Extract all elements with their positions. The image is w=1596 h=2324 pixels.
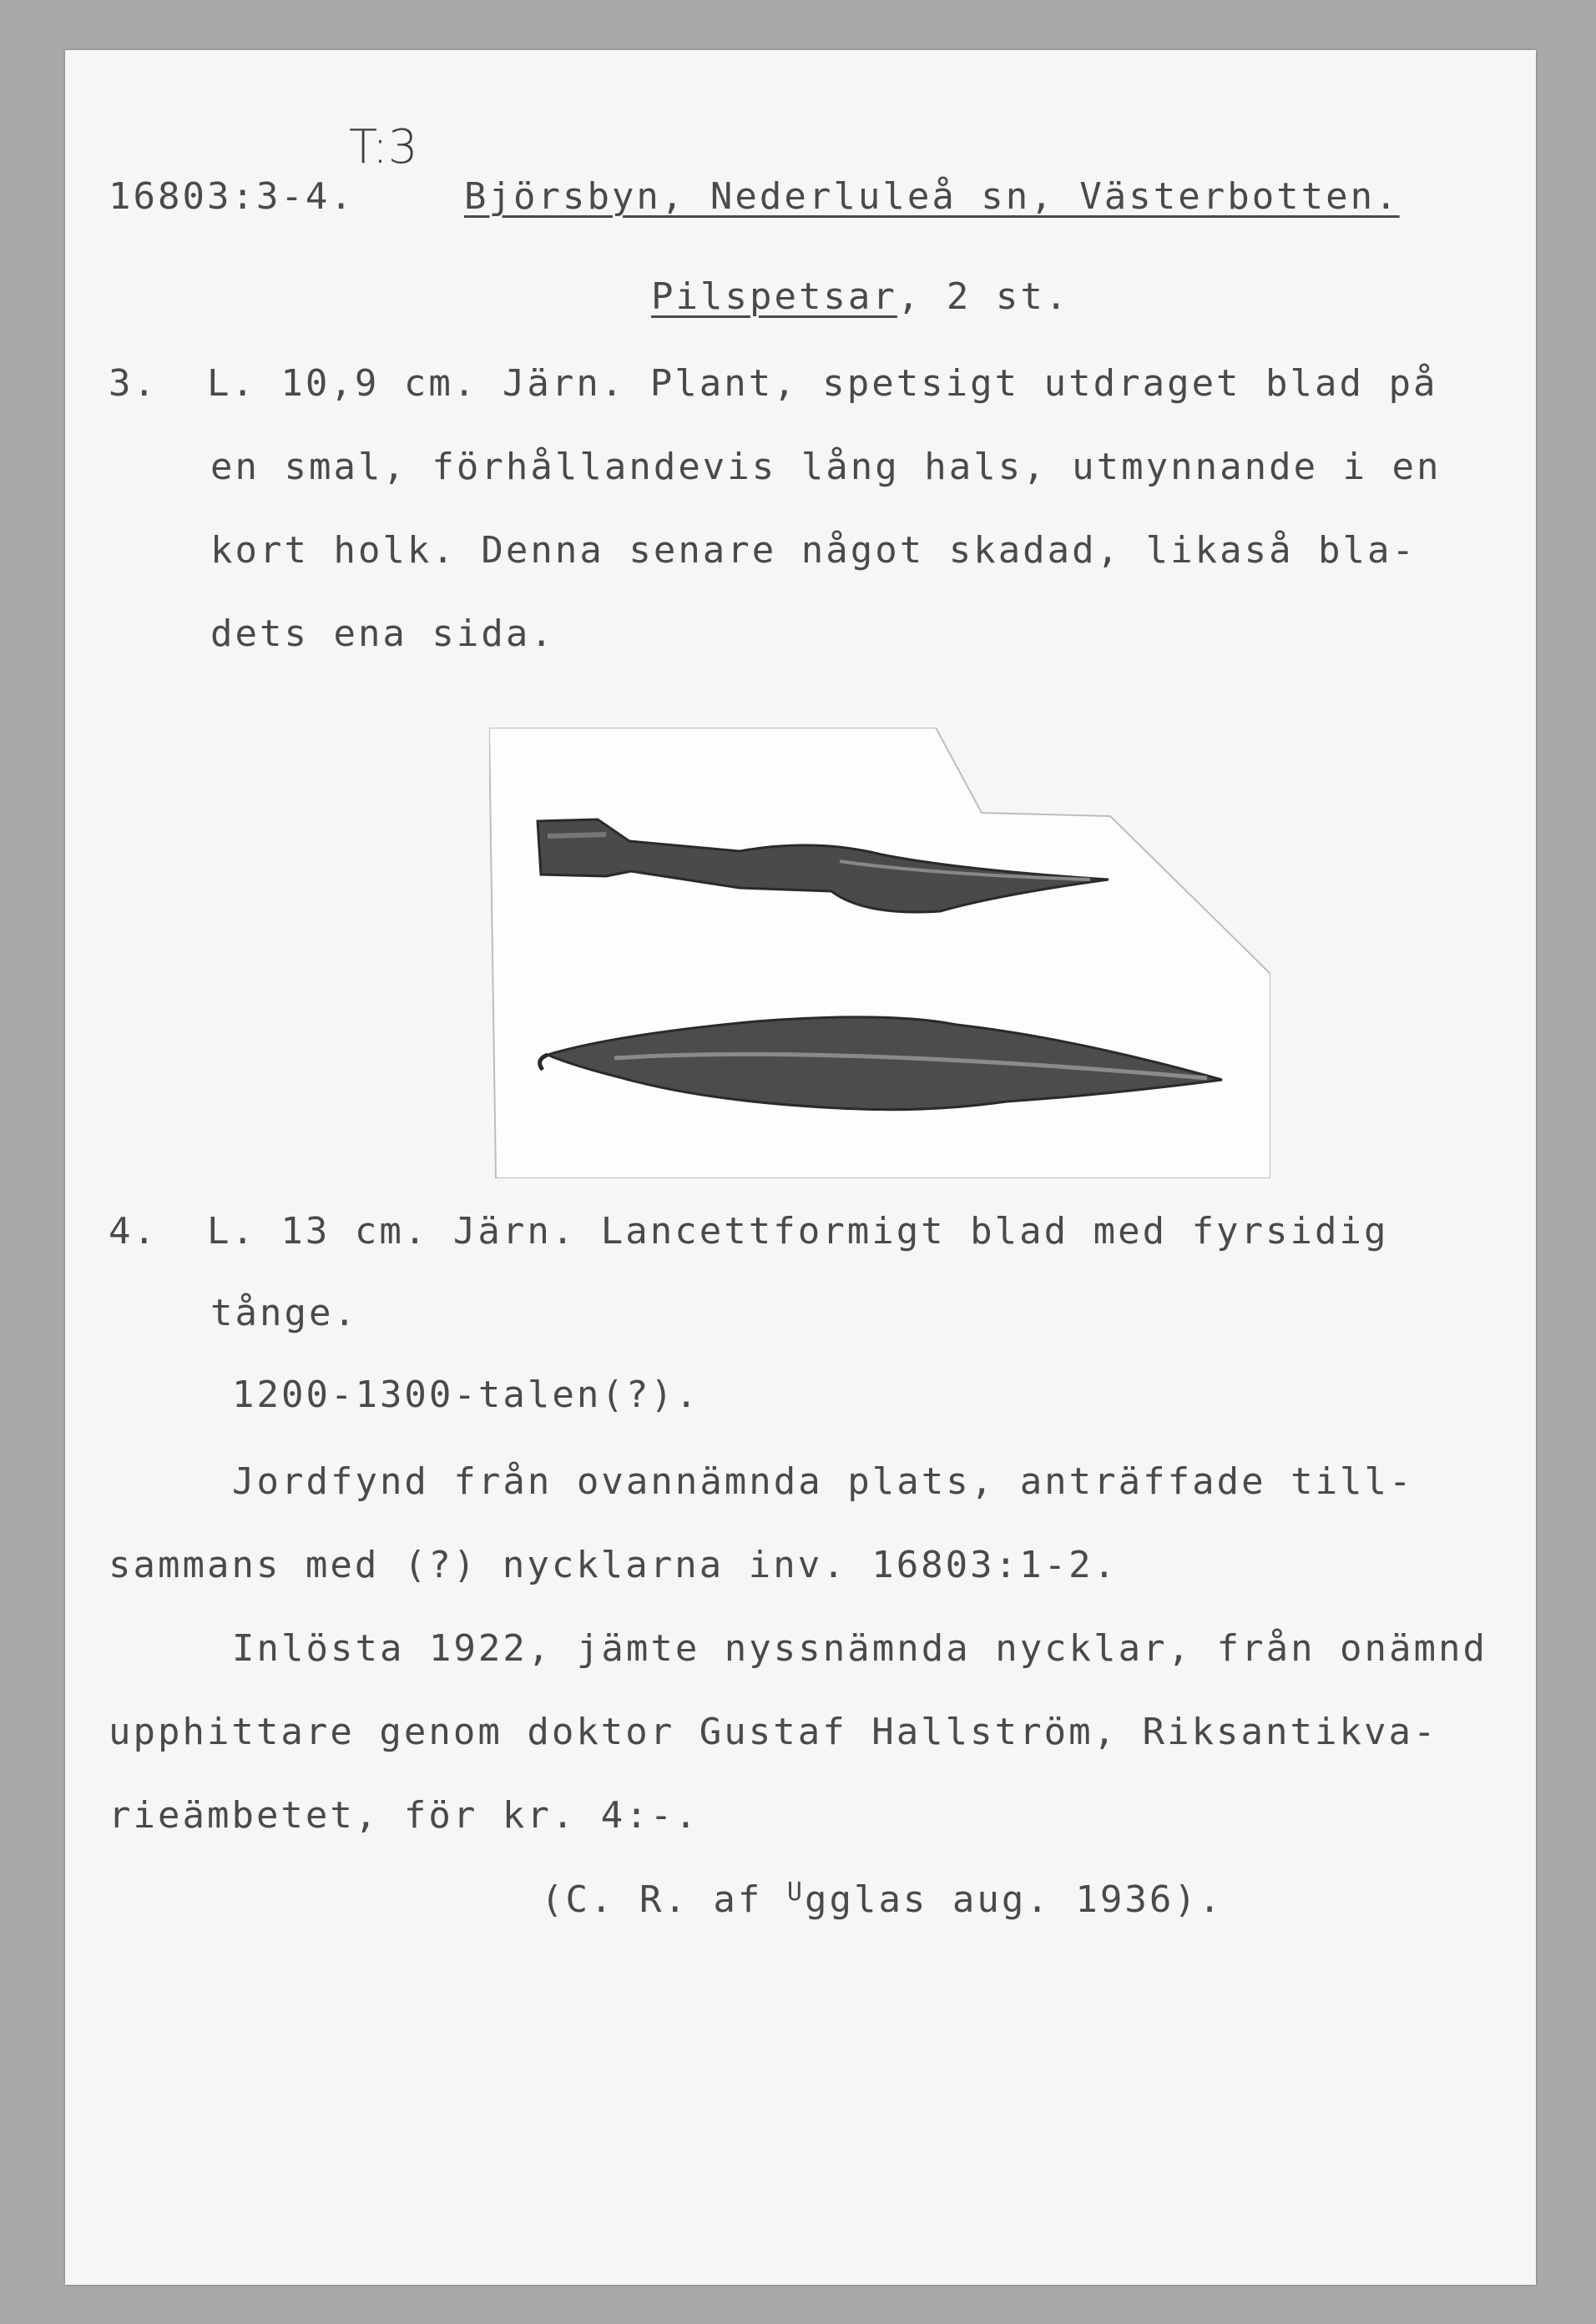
catalog-card (65, 50, 1536, 2285)
location: Björsbyn, Nederluleå sn, Västerbotten. (464, 175, 1400, 218)
signature-superscript: U (786, 1878, 805, 1907)
signature-pre: (C. R. af (541, 1878, 787, 1921)
find-line1: Jordfynd från ovannämnda plats, anträffade till- (232, 1460, 1414, 1503)
inventory-number: 16803:3-4. (109, 175, 355, 218)
item4-line1: 4. L. 13 cm. Järn. Lancettformigt blad med fyrsidig (109, 1210, 1389, 1253)
acquisition-line3: rieämbetet, för kr. 4:-. (109, 1794, 700, 1837)
heading-title: Pilspetsar (651, 275, 897, 318)
heading-line (651, 275, 1069, 318)
item3-line2: en smal, förhållandevis lång hals, utmynnande i en (210, 446, 1442, 488)
dating: 1200-1300-talen(?). (232, 1374, 700, 1416)
item4-line2: tånge. (210, 1292, 358, 1334)
arrowheads-photo (489, 728, 1270, 1178)
signature-post: gglas aug. 1936). (804, 1878, 1224, 1921)
item3-line3: kort holk. Denna senare något skadad, likaså bla- (210, 529, 1417, 572)
acquisition-line1: Inlösta 1922, jämte nyssnämnda nycklar, från onämnd (232, 1627, 1488, 1670)
heading-count: , 2 st. (896, 275, 1070, 318)
signature (541, 1878, 1223, 1921)
find-line2: sammans med (?) nycklarna inv. 16803:1-2. (109, 1544, 1119, 1586)
handwritten-mark: T:3 (349, 120, 418, 174)
acquisition-line2: upphittare genom doktor Gustaf Hallström, Riksantikva- (109, 1711, 1438, 1753)
item3-line4: dets ena sida. (210, 613, 555, 655)
item3-line1: 3. L. 10,9 cm. Järn. Plant, spetsigt utdraget blad på (109, 362, 1438, 405)
